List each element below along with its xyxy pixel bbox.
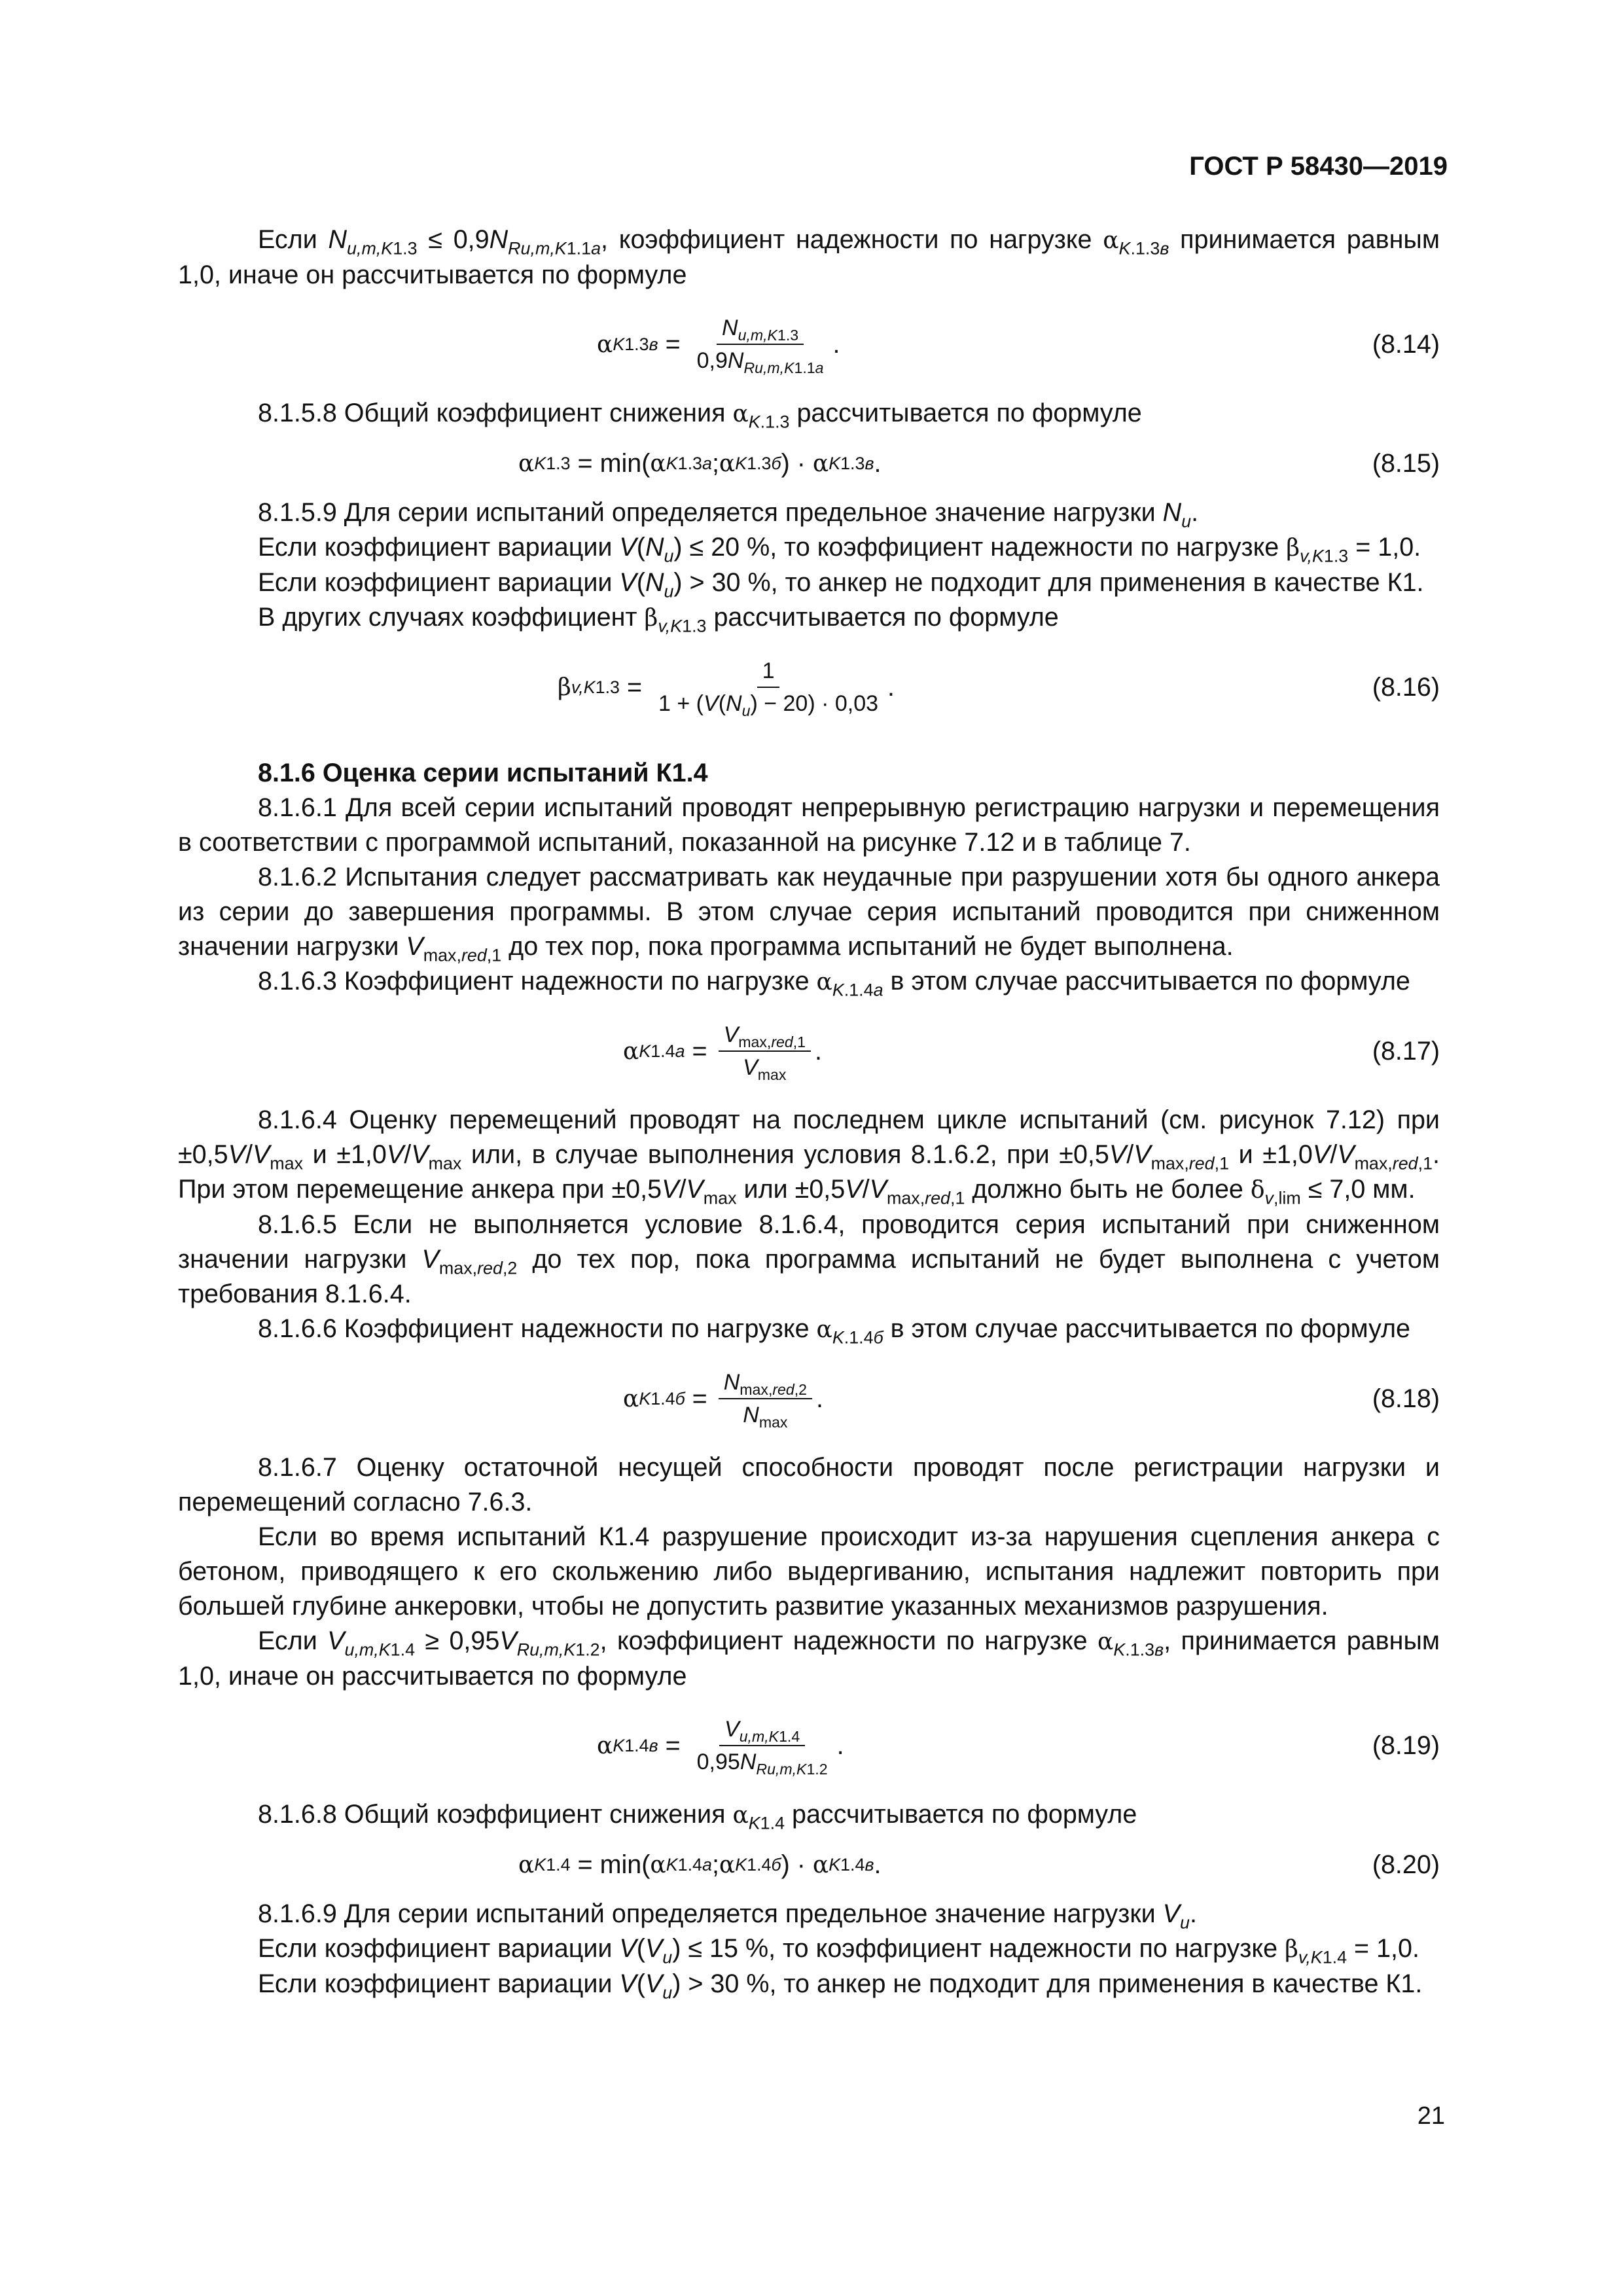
paragraph: Если коэффициент вариации $V(N_u) \le 20$ %, то коэффициент надежности по нагрузке $\beta_{v,K1.3} = 1,0$. — [258, 533, 1421, 566]
equation-number: (8.14) — [1372, 329, 1440, 359]
formula-8-19: α K1.4в = $\frac{V_{u,m,K1.4}}{0,95N_{Ru,m,K1.2}}$ . (8.19) — [178, 1703, 1440, 1788]
paragraph: В других случаях коэффициент $\beta_{v,K1.3}$ рассчитывается по формуле — [258, 603, 1059, 636]
formula-8-18: α K1.4б = $\frac{N_{max,red,2}}{N_{max}}$ . (8.18) — [178, 1356, 1440, 1441]
formula-8-17: α K1.4a = $\frac{V_{max,red,1}}{V_{max}}$ . (8.17) — [178, 1009, 1440, 1094]
paragraph: 8.1.6.4 Оценку перемещений проводят на последнем цикле испытаний (см. рисунок 7.12) при $\pm 0,5V/V_{max}$ $и \pm 1,0V/V_{max}$ или, в случае выполнения условия 8.1.6.2, при $\pm 0,5V/V_{max,red,1}$ $и \pm 1,0V/V_{max,red,1}$. При этом перемещение анкера при $\pm 0,5V/V_{max}$ или $\pm 0,5V/V_{max,red,1}$ должно быть не более $\delta_{v,lim} \le 7,0$ мм. — [178, 1105, 1440, 1208]
paragraph: Если коэффициент вариации $V(N_u) > 30$ %, то анкер не подходит для применения в качестве К1. — [258, 568, 1424, 601]
paragraph: Если коэффициент вариации $V(V_u) > 30$ %, то анкер не подходит для применения в качестве К1. — [258, 1969, 1423, 2003]
formula-8-16: β v,K1.3 = $\frac{1}{1 + (V(N_u) - 20) \cdot 0,03}$ . (8.16) — [178, 645, 1440, 730]
equation-number: (8.19) — [1372, 1731, 1440, 1760]
equation-number: (8.15) — [1372, 448, 1440, 478]
formula-8-14: α K1.3в = $\frac{N_{u,m,K1.3}}{0,9N_{Ru,m,K1.1a}}$ . (8.14) — [178, 302, 1440, 387]
paragraph: Если во время испытаний К1.4 разрушение происходит из-за нарушения сцепления анкера с бетоном, приводящего к его скольжению либо выдергиванию, испытания надлежит повторить при большей глубине анкеровки, чтобы не допустить развитие указанных механизмов разрушения. — [178, 1522, 1440, 1621]
paragraph: 8.1.6.1 Для всей серии испытаний проводят непрерывную регистрацию нагрузки и перемещения в соответствии с программой испытаний, показанной на рисунке 7.12 и в таблице 7. — [178, 793, 1440, 857]
equation-number: (8.16) — [1372, 672, 1440, 702]
paragraph: 8.1.5.8 Общий коэффициент снижения $\alpha_{K.1.3}$ рассчитывается по формуле — [258, 399, 1142, 432]
paragraph: 8.1.6.5 Если не выполняется условие 8.1.6.4, проводится серия испытаний при сниженном значении нагрузки $V_{max,red,2}$ до тех пор, пока программа испытаний не будет выполнена с учетом требования 8.1.6.4. — [178, 1210, 1440, 1308]
paragraph: 8.1.6.8 Общий коэффициент снижения $\alpha_{K1.4}$ рассчитывается по формуле — [258, 1800, 1137, 1833]
section-heading: 8.1.6 Оценка серии испытаний К1.4 — [258, 759, 708, 787]
paragraph: Если коэффициент вариации $V(V_u) \le 15$ %, то коэффициент надежности по нагрузке $\beta_{v,K1.4} = 1,0$. — [258, 1934, 1419, 1967]
document-body — [178, 223, 1440, 2001]
formula-8-20: α K1.4 = min( α K1.4a ; α K1.4б ) · α K1.4в . (8.20) — [178, 1842, 1440, 1888]
equation-number: (8.18) — [1372, 1384, 1440, 1413]
equation-number: (8.17) — [1372, 1036, 1440, 1066]
document-header: ГОСТ Р 58430—2019 — [1189, 152, 1448, 181]
formula-8-15: α K1.3 = min( α K1.3a ; α K1.3б ) · α K1.3в . (8.15) — [178, 440, 1440, 486]
paragraph: 8.1.6.9 Для серии испытаний определяется предельное значение нагрузки $V_u$. — [258, 1899, 1197, 1933]
equation-number: (8.20) — [1372, 1850, 1440, 1879]
paragraph: 8.1.6.6 Коэффициент надежности по нагрузке $\alpha_{K.1.4б}$ в этом случае рассчитывается по формуле — [258, 1314, 1410, 1348]
paragraph: 8.1.6.2 Испытания следует рассматривать как неудачные при разрушении хотя бы одного анкера из серии до завершения программы. В этом случае серия испытаний проводится при сниженном значении нагрузки $V_{max,red,1}$ до тех пор, пока программа испытаний не будет выполнена. — [178, 863, 1440, 965]
paragraph: 8.1.6.3 Коэффициент надежности по нагрузке $\alpha_{K.1.4a}$ в этом случае рассчитывается по формуле — [258, 967, 1410, 1000]
paragraph: Если $N_{u,m,K1.3} \le 0,9N_{Ru,m,K1.1a}$, коэффициент надежности по нагрузке $\alpha_{K.1.3в}$ принимается равным 1,0, иначе он рассчитывается по формуле — [178, 225, 1440, 289]
paragraph: 8.1.6.7 Оценку остаточной несущей способности проводят после регистрации нагрузки и перемещений согласно 7.6.3. — [178, 1453, 1440, 1516]
paragraph: Если $V_{u,m,K1.4} \ge 0,95V_{Ru,m,K1.2}$, коэффициент надежности по нагрузке $\alpha_{K.1.3в}$, принимается равным 1,0, иначе он рассчитывается по формуле — [178, 1626, 1440, 1691]
page-number: 21 — [1417, 2102, 1445, 2130]
paragraph: 8.1.5.9 Для серии испытаний определяется предельное значение нагрузки $N_u$. — [258, 498, 1199, 531]
